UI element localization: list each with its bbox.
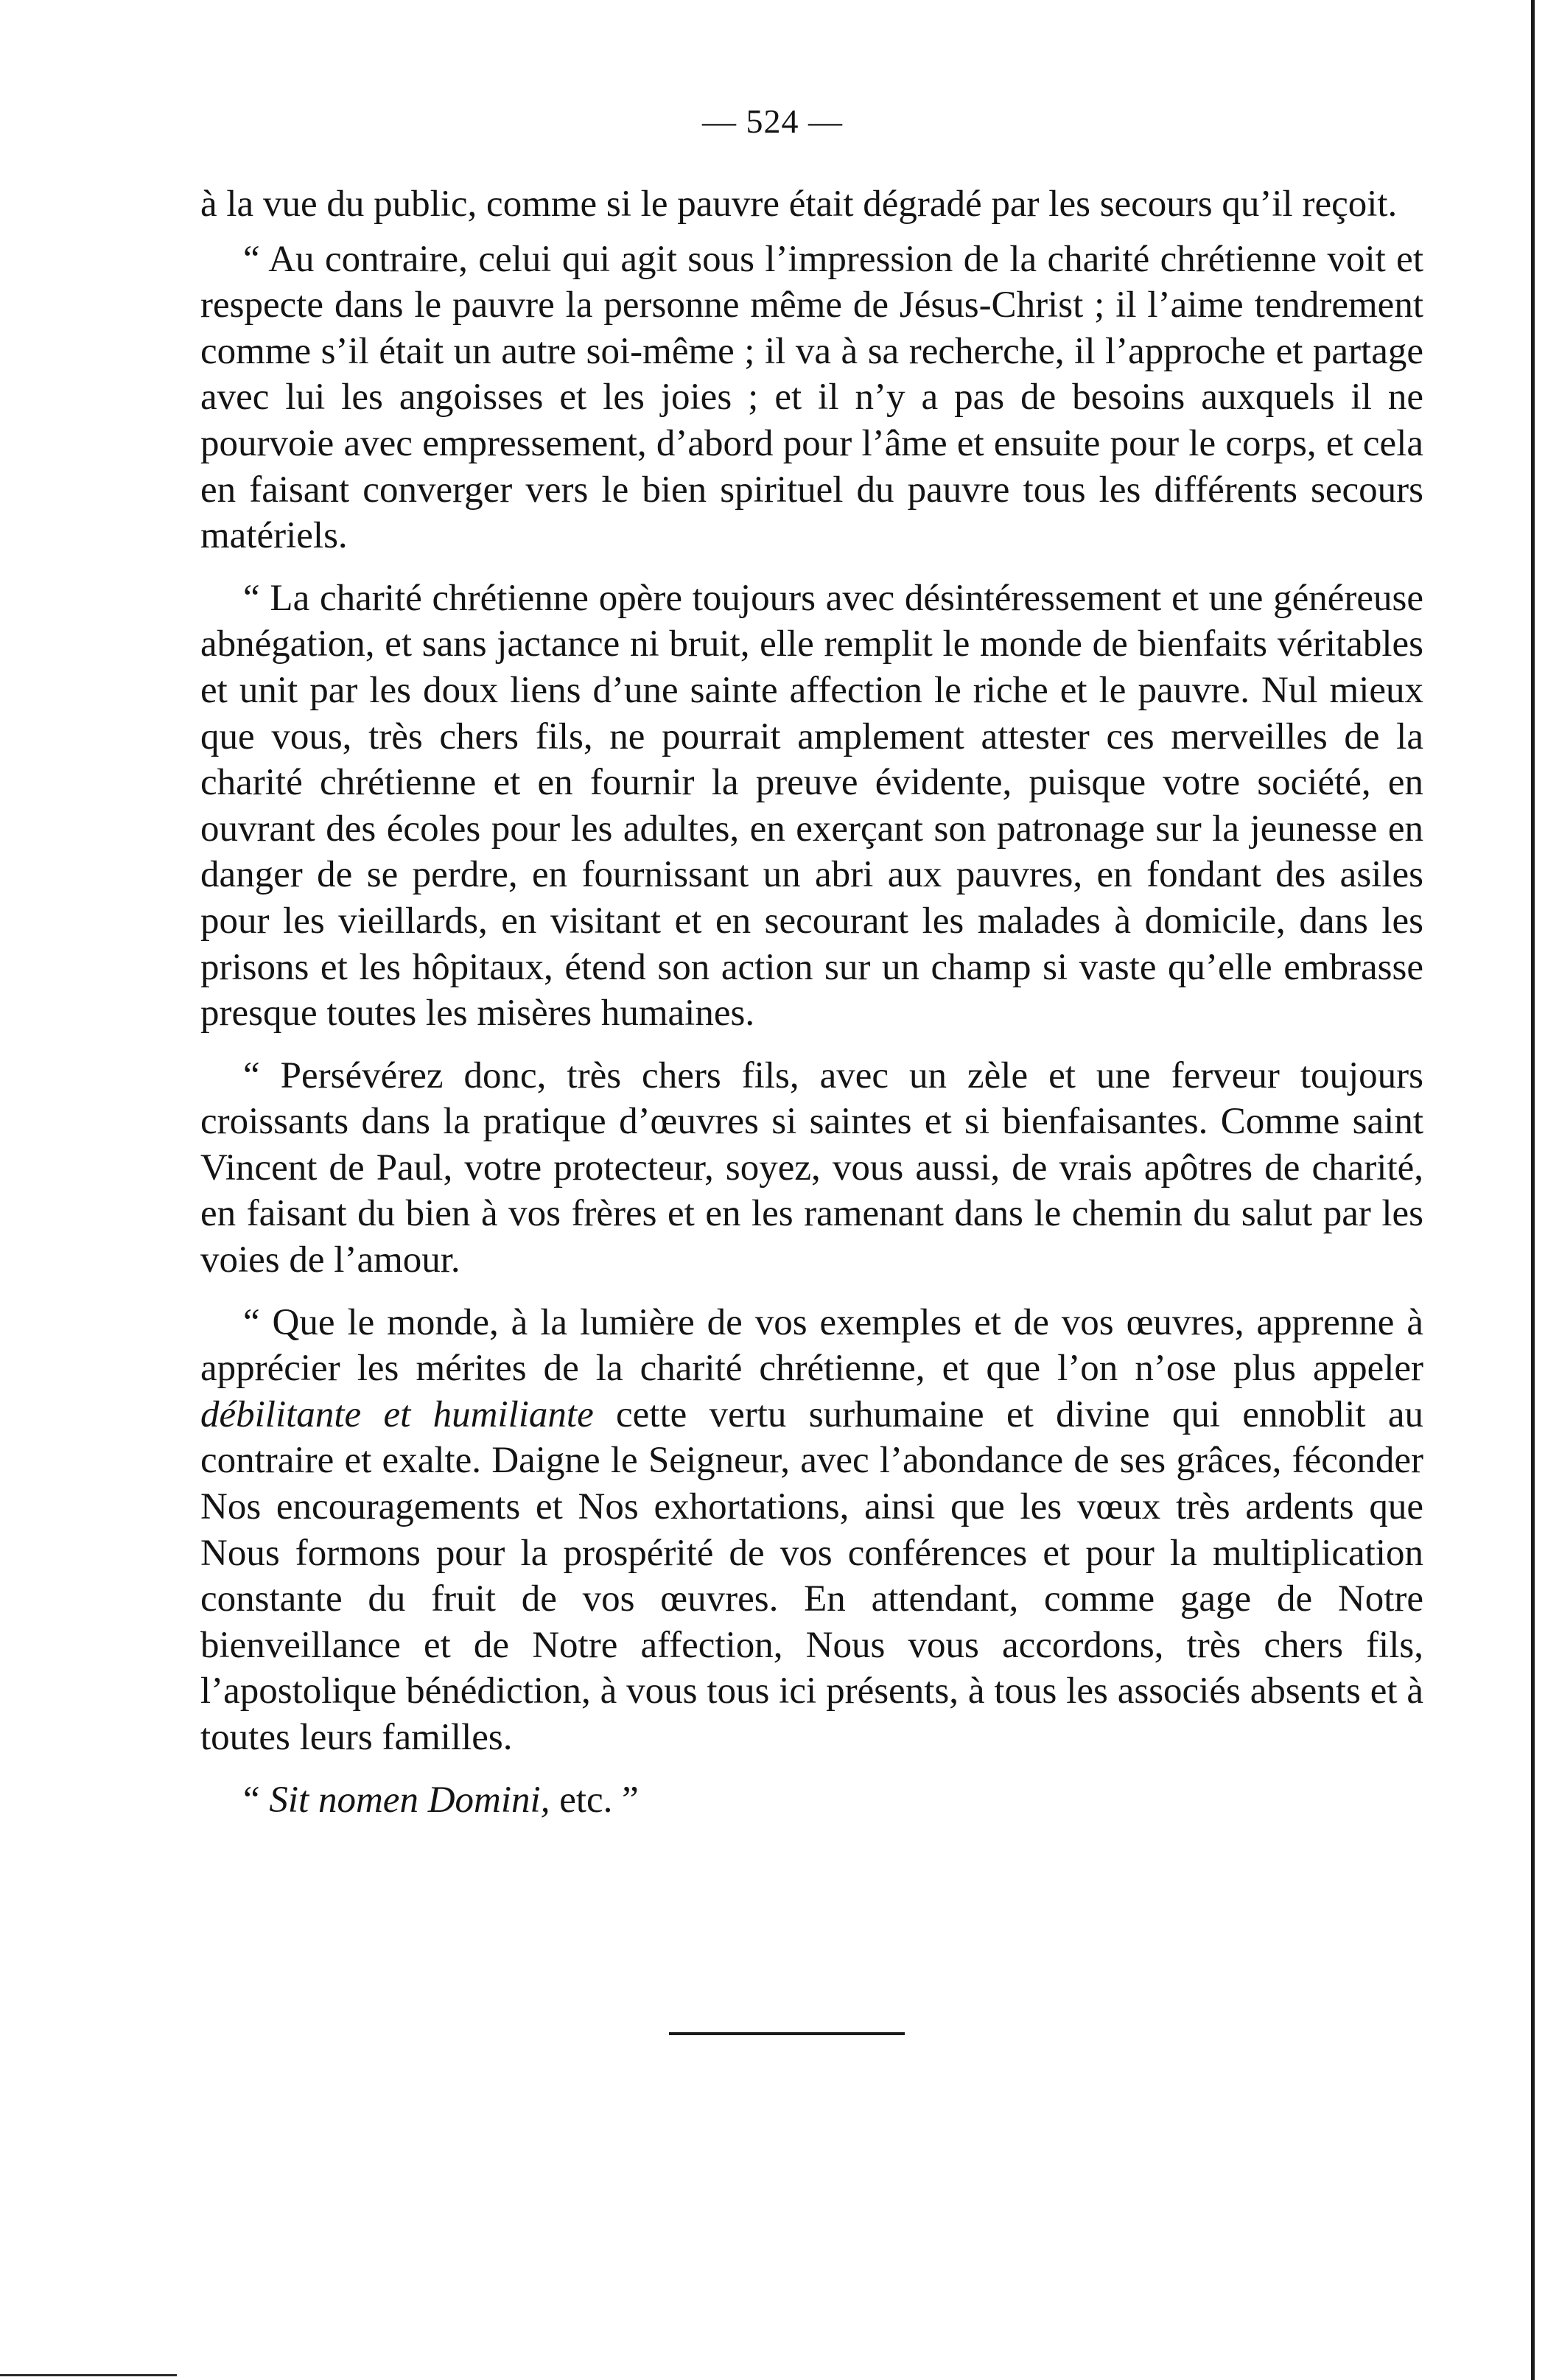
paragraph-blessing (200, 1300, 1423, 1761)
paragraph-charity-christ: “ Au contraire, celui qui agit sous l’impression de la charité chrétienne voit et respecte dans le pauvre la personne même de Jésus-Christ ; il l’aime tendrement comme s’il était un autre soi-même ; il va à sa recherche, il l’approche et partage avec lui les angoisses et les joies ; et il n’y a pas de besoins auxquels il ne pourvoie avec empressement, d’abord pour l’âme et ensuite pour le corps, et cela en faisant converger vers le bien spirituel du pauvre tous les différents secours matériels. (200, 238, 1423, 557)
paragraph-persevere: “ Persévérez donc, très chers fils, avec un zèle et une ferveur toujours croissants dans la pratique d’œuvres si saintes et si bienfaisantes. Comme saint Vincent de Paul, votre protecteur, soyez, vous aussi, de vrais apôtres de charité, en faisant du bien à vos frères et en les ramenant dans le chemin du salut par les voies de l’amour. (200, 1054, 1423, 1281)
blessing-italic-phrase: débilitante et humiliante (200, 1393, 594, 1435)
section-separator-rule (669, 2032, 905, 2035)
blessing-text-end: cette vertu surhumaine et divine qui ennoblit au contraire et exalte. Daigne le Seigneur, avec l’abondance de ses grâces, féconder Nos encouragements et Nos exhortations, ainsi que les vœux très ardents que Nous formons pour la prospérité de vos conférences et pour la multiplication constante du fruit de vos œuvres. En attendant, comme gage de Notre bienveillance et de Notre affection, Nous vous accordons, très chers fils, l’apostolique bénédiction, à vous tous ici présents, à tous les associés absents et à toutes leurs familles. (200, 1393, 1423, 1758)
blessing-text-start: “ Que le monde, à la lumière de vos exemples et de vos œuvres, apprenne à apprécier les mérites de la charité chrétienne, et que l’on n’ose plus appeler (200, 1301, 1423, 1390)
page-number: — 524 — (702, 102, 843, 140)
page-edge-shadow (1531, 0, 1535, 2380)
body-text (200, 181, 1423, 1839)
closing-open-quote: “ (243, 1779, 270, 1821)
closing-italic-phrase: Sit nomen Domini, (269, 1779, 550, 1821)
paragraph-closing (200, 1777, 1423, 1824)
closing-text-end: etc. ” (550, 1779, 639, 1821)
footer-rule (0, 2374, 177, 2376)
paragraph-continuation: à la vue du public, comme si le pauvre était dégradé par les secours qu’il reçoit. (200, 183, 1398, 225)
paragraph-charity-works: “ La charité chrétienne opère toujours avec désintéressement et une généreuse abnégation, et sans jactance ni bruit, elle remplit le monde de bienfaits véritables et unit par les doux liens d’une sainte affection le riche et le pauvre. Nul mieux que vous, très chers fils, ne pourrait amplement attester ces merveilles de la charité chrétienne et en fournir la preuve évidente, puisque votre société, en ouvrant des écoles pour les adultes, en exerçant son patronage sur la jeunesse en danger de se perdre, en fournissant un abri aux pauvres, en fondant des asiles pour les vieillards, en visitant et en secourant les malades à domicile, dans les prisons et les hôpitaux, étend son action sur un champ si vaste qu’elle embrasse presque toutes les misères humaines. (200, 577, 1423, 1035)
